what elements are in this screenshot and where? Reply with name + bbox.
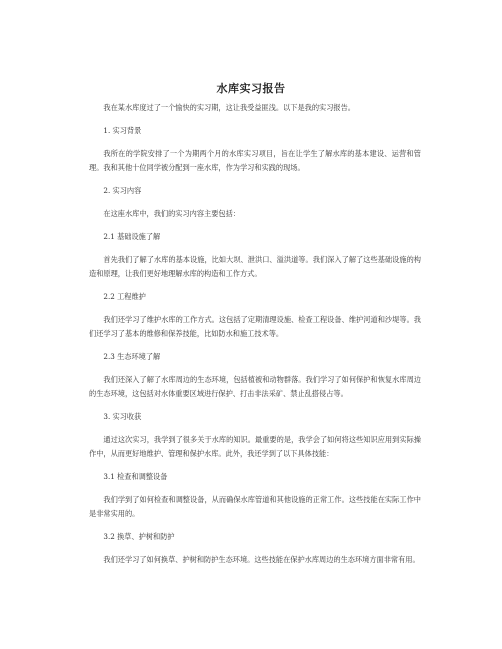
document-body [89, 101, 421, 576]
subsection-heading: 2.3 生态环境了解 [103, 352, 161, 361]
body-paragraph: 我们还深入了解了水库周边的生态环境，包括植被和动物群落。我们学习了如何保护和恢复水库周边的生态环境，这包括对水体重要区域进行保护、打击非法采矿、禁止乱搭侵占等。 [89, 375, 421, 398]
body-paragraph: 我们学到了如何检查和调整设备，从而确保水库管道和其他设施的正常工作。这些技能在实际工作中是非常实用的。 [89, 495, 421, 518]
body-paragraph: 我所在的学院安排了一个为期两个月的水库实习项目，旨在让学生了解水库的基本建设、运营和管理。我和其他十位同学被分配到一座水库，作为学习和实践的现场。 [89, 149, 421, 172]
section-heading: 1. 实习背景 [103, 126, 142, 135]
section-heading: 2. 实习内容 [103, 186, 142, 195]
subsection-heading: 2.2 工程维护 [103, 292, 146, 301]
subsection-heading: 3.2 换草、护树和防护 [103, 532, 175, 541]
intro-paragraph: 我在某水库度过了一个愉快的实习期，这让我受益匪浅。以下是我的实习报告。 [103, 103, 355, 112]
body-paragraph: 在这座水库中，我们的实习内容主要包括： [103, 209, 240, 218]
subsection-heading: 2.1 基础设施了解 [103, 232, 161, 241]
body-paragraph: 我们还学习了维护水库的工作方式。这包括了定期清理设施、检查工程设备、维护河道和沙堤等。我们还学习了基本的维修和保养技能，比如防水和施工技术等。 [89, 315, 421, 338]
subsection-heading: 3.1 检查和调整设备 [103, 472, 168, 481]
document-title: 水库实习报告 [216, 82, 286, 95]
body-paragraph: 通过这次实习，我学到了很多关于水库的知识。最重要的是，我学会了如何将这些知识应用到实际操作中，从而更好地维护、管理和保护水库。此外，我还学到了以下具体技能： [89, 435, 421, 458]
body-paragraph: 我们还学习了如何换草、护树和防护生态环境。这些技能在保护水库周边的生态环境方面非常有用。 [103, 555, 420, 564]
section-heading: 3. 实习收获 [103, 412, 142, 421]
body-paragraph: 首先我们了解了水库的基本设施，比如大坝、泄洪口、溢洪道等。我们深入了解了这些基础设施的构造和原理，让我们更好地理解水库的构造和工作方式。 [89, 255, 421, 278]
